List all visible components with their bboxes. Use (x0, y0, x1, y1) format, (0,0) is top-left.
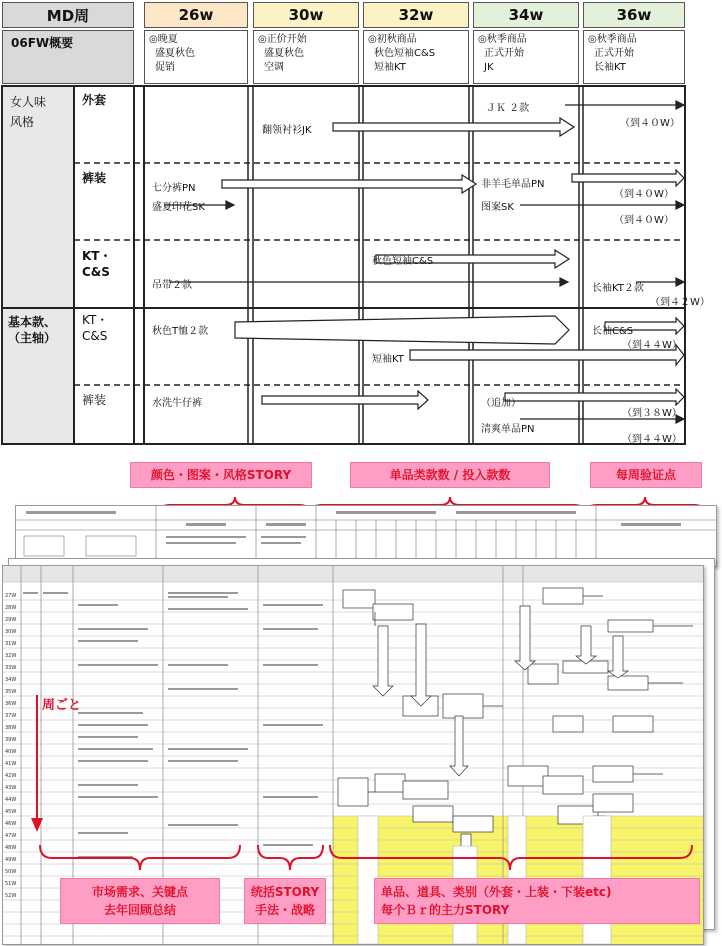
summary-26w: ◎晚夏 盛夏秋色 促销 (144, 30, 248, 84)
item-to38w: （到３８W） (622, 408, 682, 419)
header-corner: MD周 (2, 2, 134, 28)
item-to40w-a: （到４０W） (620, 118, 680, 129)
callout-overall-story: 统括STORY 手法・战略 (244, 878, 326, 924)
week-header-30w: 30w (253, 2, 359, 28)
callout-market-needs: 市场需求、关键点 去年回顾总结 (60, 878, 220, 924)
summary-32w: ◎初秋商品 秋色短袖C&S 短袖KT (363, 30, 469, 84)
sheet-week-labels: 27W 28W 29W 30W 31W 32W 33W 34W 35W 36W 37W 38W 39W 40W 41W 42W 43W 44W 45W 46W 47W 48W 49W 50W 51W 52W (5, 593, 17, 899)
item-capri-pn: 七分裤PN (152, 183, 196, 194)
item-jk2: ＪＫ ２款 (486, 103, 530, 114)
item-to40w-b: （到４０W） (614, 189, 674, 200)
item-long-kt2: 长袖KT２款 (592, 283, 644, 294)
subcat-pants: 裤装 (82, 171, 107, 185)
callout-weekly-check: 每周验证点 (590, 462, 702, 488)
week-header-32w: 32w (363, 2, 469, 28)
item-to40w-c: （到４０W） (614, 215, 674, 226)
group-feminine: 女人味 风格 (10, 95, 47, 129)
item-add: （追加） (481, 398, 521, 409)
week-header-34w: 34w (473, 2, 579, 28)
summary-36w: ◎秋季商品 正式开始 长袖KT (583, 30, 685, 84)
subcat-outer: 外套 (82, 93, 107, 107)
week-label: 周ごと (42, 698, 82, 713)
subcat-kt-cs: KT・ C&S (82, 249, 112, 279)
bottom-brackets (0, 840, 722, 880)
summary-label: 06FW概要 (2, 30, 134, 84)
week-header-36w: 36w (583, 2, 685, 28)
item-short-kt: 短袖KT (372, 354, 404, 365)
item-cool-pn: 清爽单品PN (481, 424, 535, 435)
item-wash-denim: 水洗牛仔裤 (152, 398, 202, 409)
week-header-26w: 26w (144, 2, 248, 28)
subcat-basic-kt-cs: KT・ C&S (82, 313, 109, 343)
summary-30w: ◎正价开始 盛夏秋色 空调 (253, 30, 359, 84)
item-to44w-b: （到４４W） (622, 434, 682, 445)
subcat-basic-pants: 裤装 (82, 393, 107, 407)
item-autumn-short-cs: 秋色短袖C&S (372, 256, 434, 267)
item-pattern-sk: 图案SK (481, 202, 514, 213)
item-flip-collar-jk: 翻领衬衫JK (262, 125, 312, 136)
callout-story: 颜色・图案・风格STORY (130, 462, 312, 488)
callout-item-story: 单品、道具、类别（外套・上装・下装etc) 每个Ｂｒ的主力STORY (374, 878, 700, 924)
item-to42w: （到４２W） (650, 297, 710, 308)
summary-34w: ◎秋季商品 正式开始 JK (473, 30, 579, 84)
item-strap2: 吊带２款 (152, 280, 192, 291)
item-summer-print-sk: 盛夏印花SK (152, 202, 205, 213)
item-long-cs: 长袖C&S (592, 326, 634, 337)
group-basic: 基本款、 （主轴） (8, 315, 57, 345)
item-autumn-t2: 秋色T恤２款 (152, 326, 209, 337)
item-non-wool-pn: 非羊毛单品PN (481, 179, 545, 190)
item-to44w-a: （到４４W） (622, 340, 682, 351)
callout-item-count: 单品类款数 / 投入款数 (350, 462, 550, 488)
